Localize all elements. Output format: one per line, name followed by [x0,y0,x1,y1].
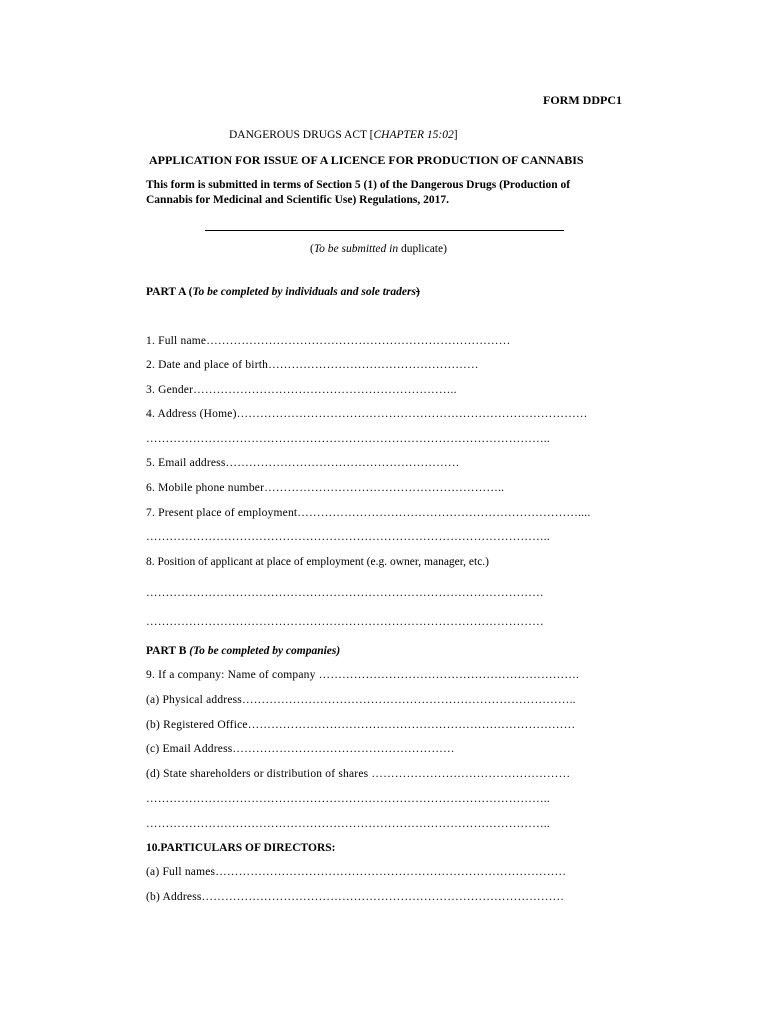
part-a-heading [146,285,420,299]
intro-line-1: This form is submitted in terms of Section 5 (1) of the Dangerous Drugs (Production of [146,179,571,191]
gender-field[interactable]: 3. Gender………………………………………………………….. [146,384,457,396]
shareholders-line-3[interactable]: ………………………………………………………………………………………….. [146,818,550,830]
position-label: 8. Position of applicant at place of employment (e.g. owner, manager, etc.) [146,556,490,568]
part-a-prefix: PART A ( [146,286,193,298]
employment-field[interactable]: 7. Present place of employment……………………………………………………………….... [146,507,591,519]
part-b-italic: (To be completed by companies) [189,645,341,657]
company-email-field[interactable]: (c) Email Address………………………………………………… [146,743,455,755]
submission-italic: To be submitted in [313,243,399,255]
form-code: FORM DDPC1 [543,93,622,107]
mobile-field[interactable]: 6. Mobile phone number…………………………………………………….. [146,482,505,494]
separator-line [205,230,564,231]
form-title: APPLICATION FOR ISSUE OF A LICENCE FOR PRODUCTION OF CANNABIS [149,153,584,167]
directors-heading: 10.PARTICULARS OF DIRECTORS: [146,842,336,854]
part-b-heading [146,644,340,658]
physical-address-field[interactable]: (a) Physical address………………………………………………………………………….. [146,694,576,706]
position-line-1[interactable]: ………………………………………………………………………………………… [146,587,544,599]
submission-rest: duplicate) [398,243,447,255]
submission-note [310,242,447,256]
home-address-line-2[interactable]: ………………………………………………………………………………………….. [146,433,550,445]
registered-office-field[interactable]: (b) Registered Office………………………………………………………………………… [146,719,576,731]
intro-line-2: Cannabis for Medicinal and Scientific Use) Regulations, 2017. [146,194,449,206]
director-names-field[interactable]: (a) Full names……………………………………………………………………………… [146,866,567,878]
act-title [229,128,458,142]
part-b-prefix: PART B [146,645,190,657]
shareholders-field[interactable]: (d) State shareholders or distribution of shares …………………………………………… [146,768,571,780]
part-a-suffix: ) [415,286,420,298]
email-field[interactable]: 5. Email address…………………………………………………… [146,457,460,469]
part-a-italic: To be completed by individuals and sole traders [192,286,416,298]
act-suffix: ] [453,129,458,141]
act-chapter: CHAPTER 15:02 [373,129,454,141]
employment-line-2[interactable]: ………………………………………………………………………………………….. [146,531,550,543]
act-prefix: DANGEROUS DRUGS ACT [ [229,129,374,141]
director-address-field[interactable]: (b) Address………………………………………………………………………………… [146,891,565,903]
birth-field[interactable]: 2. Date and place of birth……………………………………………… [146,359,479,371]
shareholders-line-2[interactable]: ………………………………………………………………………………………….. [146,793,550,805]
position-line-2[interactable]: ………………………………………………………………………………………… [146,616,544,628]
submission-open: ( [310,243,314,255]
company-name-field[interactable]: 9. If a company: Name of company …………………………………………………………. [146,669,580,681]
full-name-field[interactable]: 1. Full name…………………………………………………………………… [146,335,511,347]
home-address-field[interactable]: 4. Address (Home)……………………………………………………………………………… [146,408,588,420]
